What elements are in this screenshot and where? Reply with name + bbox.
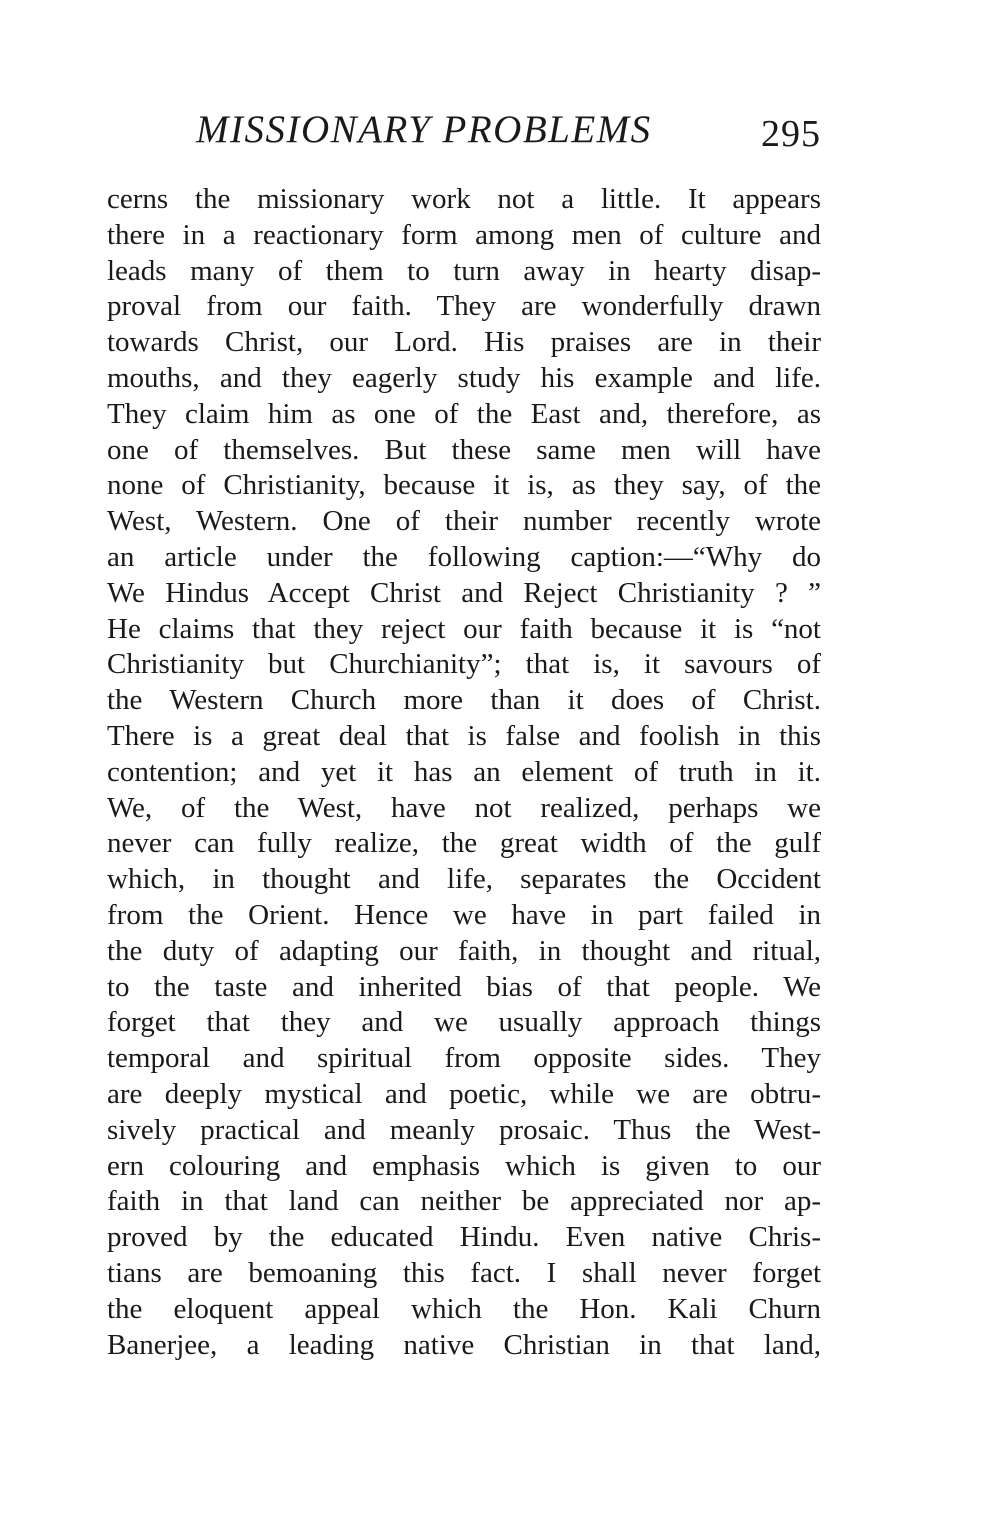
text-line: proved by the educated Hindu. Even native Chris- xyxy=(107,1221,821,1254)
text-line: never can fully realize, the great width of the gulf xyxy=(107,827,821,860)
text-line: mouths, and they eagerly study his example and life. xyxy=(107,361,821,394)
text-line: to the taste and inherited bias of that people. We xyxy=(107,970,821,1003)
text-line: from the Orient. Hence we have in part failed in xyxy=(107,898,821,931)
text-line: Banerjee, a leading native Christian in that land, xyxy=(107,1328,821,1361)
text-line: are deeply mystical and poetic, while we are obtru- xyxy=(107,1077,821,1110)
text-line: towards Christ, our Lord. His praises are in their xyxy=(107,326,821,359)
text-line: We, of the West, have not realized, perhaps we xyxy=(107,791,821,824)
text-line: faith in that land can neither be appreciated nor ap- xyxy=(107,1185,821,1218)
page-number: 295 xyxy=(761,113,821,155)
text-line: the Western Church more than it does of Christ. xyxy=(107,684,821,717)
text-line: which, in thought and life, separates the Occident xyxy=(107,863,821,896)
text-line: an article under the following caption:—“Why do xyxy=(107,540,821,573)
text-line: leads many of them to turn away in hearty disap- xyxy=(107,254,821,287)
text-line: They claim him as one of the East and, therefore, as xyxy=(107,397,821,430)
text-line: contention; and yet it has an element of truth in it. xyxy=(107,755,821,788)
text-line: none of Christianity, because it is, as they say, of the xyxy=(107,469,821,502)
text-line: proval from our faith. They are wonderfully drawn xyxy=(107,290,821,323)
text-line: West, Western. One of their number recently wrote xyxy=(107,505,821,538)
text-line: There is a great deal that is false and foolish in this xyxy=(107,719,821,752)
text-line: one of themselves. But these same men will have xyxy=(107,433,821,466)
body-text xyxy=(107,182,821,1363)
text-line: temporal and spiritual from opposite sides. They xyxy=(107,1042,821,1075)
running-title: MISSIONARY PROBLEMS xyxy=(196,108,652,151)
text-line: sively practical and meanly prosaic. Thus the West- xyxy=(107,1113,821,1146)
text-line: there in a reactionary form among men of culture and xyxy=(107,218,821,251)
text-line: tians are bemoaning this fact. I shall never forget xyxy=(107,1256,821,1289)
text-line: forget that they and we usually approach things xyxy=(107,1006,821,1039)
text-line: ern colouring and emphasis which is given to our xyxy=(107,1149,821,1182)
text-line: the eloquent appeal which the Hon. Kali Churn xyxy=(107,1292,821,1325)
text-line: We Hindus Accept Christ and Reject Christianity ? ” xyxy=(107,576,821,609)
text-line: He claims that they reject our faith because it is “not xyxy=(107,612,821,645)
text-line: cerns the missionary work not a little. It appears xyxy=(107,183,821,215)
text-line: the duty of adapting our faith, in thought and ritual, xyxy=(107,934,821,967)
text-line: Christianity but Churchianity”; that is, it savours of xyxy=(107,648,821,681)
page-header xyxy=(196,104,821,156)
